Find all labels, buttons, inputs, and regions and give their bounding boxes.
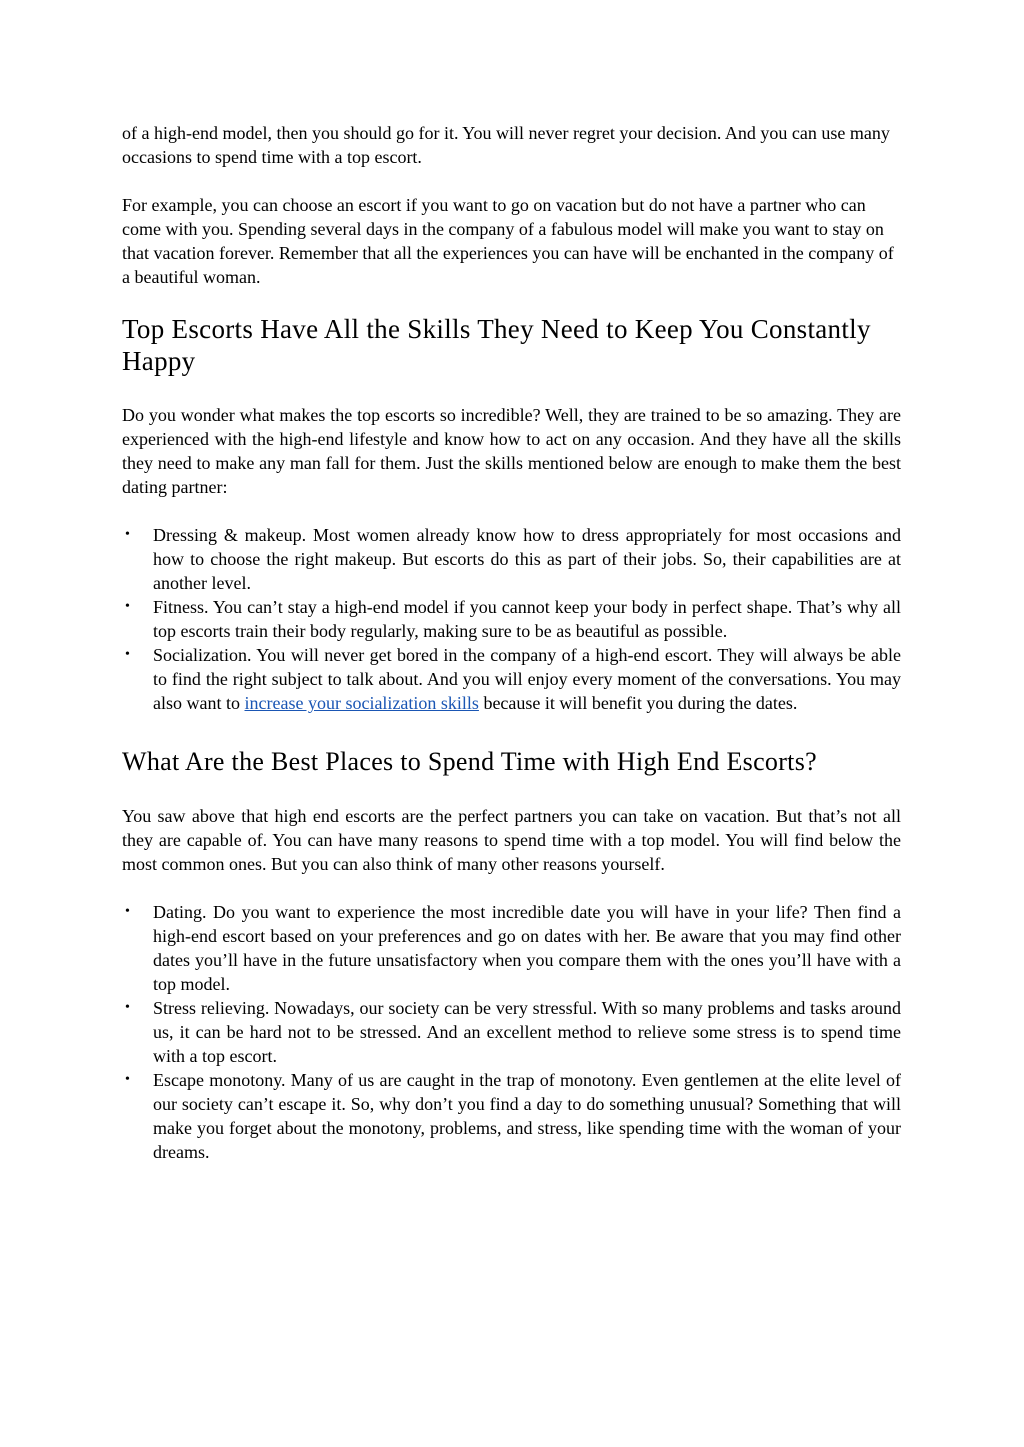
bullet-icon: • <box>125 1000 130 1015</box>
bullet-icon: • <box>125 599 130 614</box>
intro-paragraph-2: For example, you can choose an escort if you want to go on vacation but do not have a partner who can come with you. Spending several days in the company of a fabulous model will make you want to stay on that vacation forever. Remember that all the experiences you can have will be enchanted in the company of a beautiful woman. <box>122 195 894 287</box>
bullet-icon: • <box>125 527 130 542</box>
list-item <box>122 643 901 715</box>
places-intro-paragraph: You saw above that high end escorts are the perfect partners you can take on vacation. But that’s not all they are capable of. You can have many reasons to spend time with a top model. You will find below the most common ones. But you can also think of many other reasons yourself. <box>122 806 901 874</box>
bullet-icon: • <box>125 1072 130 1087</box>
section-heading-skills: Top Escorts Have All the Skills They Need to Keep You Constantly Happy <box>122 314 871 376</box>
list-item-text: Dating. Do you want to experience the most incredible date you will have in your life? Then find a high-end escort based on your preferences and go on dates with her. Be aware that you may find other dates you’ll have in the future unsatisfactory when you compare them with the ones you’ll have with a top model. <box>153 902 901 994</box>
list-item-text: Escape monotony. Many of us are caught in the trap of monotony. Even gentlemen at the elite level of our society can’t escape it. So, why don’t you find a day to do something unusual? Something that will make you forget about the monotony, problems, and stress, like spending time with the woman of your dreams. <box>153 1070 901 1162</box>
list-item-text: Fitness. You can’t stay a high-end model if you cannot keep your body in perfect shape. That’s why all top escorts train their body regularly, making sure to be as beautiful as possible. <box>153 597 901 641</box>
skills-intro-paragraph: Do you wonder what makes the top escorts so incredible? Well, they are trained to be so amazing. They are experienced with the high-end lifestyle and know how to act on any occasion. And they have all the skills they need to make any man fall for them. Just the skills mentioned below are enough to make them the best dating partner: <box>122 405 901 497</box>
list-item <box>122 900 901 996</box>
list-item-text: Dressing & makeup. Most women already know how to dress appropriately for most occasions and how to choose the right makeup. But escorts do this as part of their jobs. So, their capabilities are at another level. <box>153 525 901 593</box>
list-item-text: Stress relieving. Nowadays, our society can be very stressful. With so many problems and tasks around us, it can be hard not to be stressed. And an excellent method to relieve some stress is to spend time with a top escort. <box>153 998 901 1066</box>
list-item <box>122 996 901 1068</box>
list-item-text: because it will benefit you during the dates. <box>478 693 798 713</box>
document-page <box>122 121 901 1164</box>
bullet-icon: • <box>125 904 130 919</box>
intro-paragraph-1: of a high-end model, then you should go for it. You will never regret your decision. And you can use many occasions to spend time with a top escort. <box>122 123 890 167</box>
places-bullet-list <box>122 900 901 1164</box>
section-heading-places: What Are the Best Places to Spend Time with High End Escorts? <box>122 747 817 776</box>
skills-bullet-list <box>122 523 901 715</box>
list-item-text: Socialization. You will never get bored in the company of a high-end escort. They will always be able to find the right subject to talk about. And you will enjoy every moment of the conversations. You may also want to <box>153 645 901 713</box>
socialization-skills-link[interactable]: increase your socialization skills <box>244 693 479 713</box>
bullet-icon: • <box>125 647 130 662</box>
list-item <box>122 523 901 595</box>
list-item <box>122 595 901 643</box>
list-item <box>122 1068 901 1164</box>
